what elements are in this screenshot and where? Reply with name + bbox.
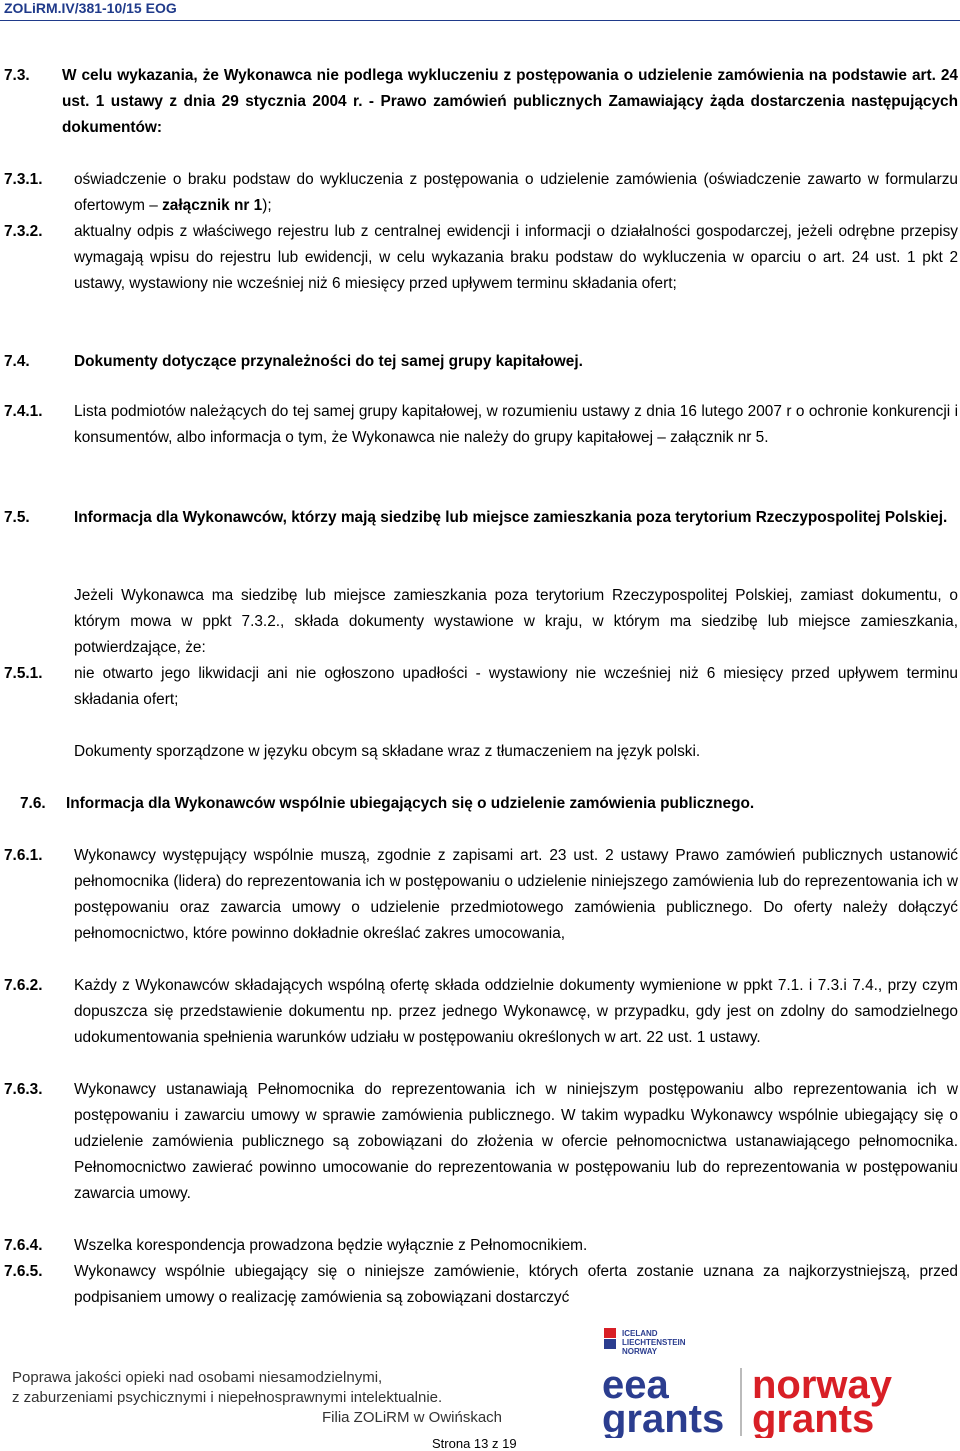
section-number: 7.6. [20, 795, 46, 812]
eea-norway-grants-logos [600, 1328, 960, 1438]
section-number: 7.3.2. [4, 223, 43, 240]
footer-line-3: Filia ZOLiRM w Owińskach [322, 1409, 503, 1426]
section-7-5-title: Informacja dla Wykonawców, którzy mają siedzibę lub miejsce zamieszkania poza terytorium Rzeczypospolitej Polskiej. [74, 509, 948, 526]
section-7-6-title: Informacja dla Wykonawców wspólnie ubiegających się o udzielenie zamówienia publicznego. [66, 795, 755, 812]
logo-divider [740, 1368, 742, 1436]
project-footer [12, 1368, 502, 1428]
footer-line-1: Poprawa jakości opieki nad osobami niesamodzielnymi, [12, 1369, 383, 1386]
eea-logo-word-1: eea [602, 1363, 669, 1407]
section-7-6-2-text: Każdy z Wykonawców składających wspólną ofertę składa oddzielnie dokumenty wymienione w ppkt 7.1. i 7.3.i 7.4., przy czym dopuszcza się przedstawienie dokumentu np. przez jednego Wykonawcę, w przypadku, gdy jest on zdolny do samodzielnego udokumentowania spełnienia warunków udziału w postępowaniu określonych w art. 22 ust. 1 ustawy. [74, 977, 958, 1046]
norway-logo-word-2: grants [752, 1397, 875, 1438]
section-7-4-1-text: Lista podmiotów należących do tej samej grupy kapitałowej, w rozumieniu ustawy z dnia 16 lutego 2007 r o ochronie konkurencji i konsumentów, albo informacja o tym, że Wykonawca nie należy do grupy kapitałowej – załącznik nr 5. [74, 403, 958, 446]
section-7-6-4-text: Wszelka korespondencja prowadzona będzie wyłącznie z Pełnomocnikiem. [74, 1237, 588, 1254]
section-number: 7.5.1. [4, 665, 43, 682]
section-7-5-note: Dokumenty sporządzone w języku obcym są składane wraz z tłumaczeniem na język polski. [74, 743, 701, 760]
section-7-6-3-text: Wykonawcy ustanawiają Pełnomocnika do reprezentowania ich w niniejszym postępowaniu albo reprezentowania ich w postępowaniu i zawarciu umowy w sprawie zamówienia publicznego. W takim wypadku Wykonawcy wspólnie ubiegający się o udzielenie zamówienia publicznego są zobowiązani do złożenia w ofercie pełnomocnictwa ustanawiającego pełnomocnika. Pełnomocnictwo zawierać powinno umocowanie do reprezentowania w postępowaniu lub do reprezentowania w postępowaniu zawarcia umowy. [74, 1081, 958, 1202]
flag-icon [604, 1339, 616, 1349]
section-number: 7.6.3. [4, 1081, 43, 1098]
eea-logo-word-2: grants [602, 1397, 725, 1438]
section-7-5-1-text: nie otwarto jego likwidacji ani nie ogłoszono upadłości - wystawiony nie wcześniej niż 6 miesięcy przed upływem terminu składania ofert; [74, 665, 958, 708]
section-7-3-2-text: aktualny odpis z właściwego rejestru lub z centralnej ewidencji i informacji o działalności gospodarczej, jeżeli odrębne przepisy wymagają wpisu do rejestru lub ewidencji, w celu wykazania braku podstaw do wykluczenia w oparciu o art. 24 ust. 1 pkt 2 ustawy, wystawiony nie wcześniej niż 6 miesięcy przed upływem terminu składania ofert; [74, 223, 958, 292]
country-name: LIECHTENSTEIN [622, 1338, 686, 1347]
section-7-3-1-text: oświadczenie o braku podstaw do wykluczenia z postępowania o udzielenie zamówienia (oświadczenie zawarto w formularzu ofertowym – załącznik nr 1); [74, 171, 958, 214]
section-7-3-text: W celu wykazania, że Wykonawca nie podlega wykluczeniu z postępowania o udzielenie zamówienia na podstawie art. 24 ust. 1 ustawy z dnia 29 stycznia 2004 r. - Prawo zamówień publicznych Zamawiający żąda dostarczenia następujących dokumentów: [62, 67, 958, 136]
country-name: ICELAND [622, 1329, 658, 1338]
header-rule [0, 20, 960, 21]
section-number: 7.3. [4, 67, 30, 84]
section-number: 7.4.1. [4, 403, 43, 420]
footer-line-2: z zaburzeniami psychicznymi i niepełnosprawnymi intelektualnie. [12, 1389, 443, 1406]
section-number: 7.4. [4, 353, 30, 370]
grants-logo-graphic [600, 1328, 960, 1438]
section-7-5-intro: Jeżeli Wykonawca ma siedzibę lub miejsce zamieszkania poza terytorium Rzeczypospolitej Polskiej, zamiast dokumentu, o którym mowa w ppkt 7.3.2., składa dokumenty wystawione w kraju, w którym ma siedzibę lub miejsce zamieszkania, potwierdzające, że: [74, 587, 958, 656]
flag-icon [604, 1328, 616, 1338]
section-number: 7.6.4. [4, 1237, 43, 1254]
country-name: NORWAY [622, 1347, 658, 1356]
section-number: 7.3.1. [4, 171, 43, 188]
section-number: 7.6.5. [4, 1263, 43, 1280]
section-number: 7.6.2. [4, 977, 43, 994]
section-7-4-title: Dokumenty dotyczące przynależności do tej samej grupy kapitałowej. [74, 353, 583, 370]
section-7-6-5-text: Wykonawcy wspólnie ubiegający się o niniejsze zamówienie, których oferta zostanie uznana za najkorzystniejszą, przed podpisaniem umowy o realizację zamówienia są zobowiązani dostarczyć [74, 1263, 958, 1306]
section-number: 7.6.1. [4, 847, 43, 864]
norway-logo-word-1: norway [752, 1363, 893, 1407]
section-number: 7.5. [4, 509, 30, 526]
document-code: ZOLiRM.IV/381-10/15 EOG [4, 0, 177, 16]
section-7-6-1-text: Wykonawcy występujący wspólnie muszą, zgodnie z zapisami art. 23 ust. 2 ustawy Prawo zamówień publicznych ustanowić pełnomocnika (lidera) do reprezentowania ich w postępowaniu o udzielenie niniejszego zamówienia lub do reprezentowania ich w postępowaniu oraz zawarcia umowy o udzielenie przedmiotowego zamówienia publicznego. Do oferty należy dołączyć pełnomocnictwo, które powinno dokładnie określać zakres umocowania, [74, 847, 958, 942]
page-number: Strona 13 z 19 [432, 1436, 517, 1451]
